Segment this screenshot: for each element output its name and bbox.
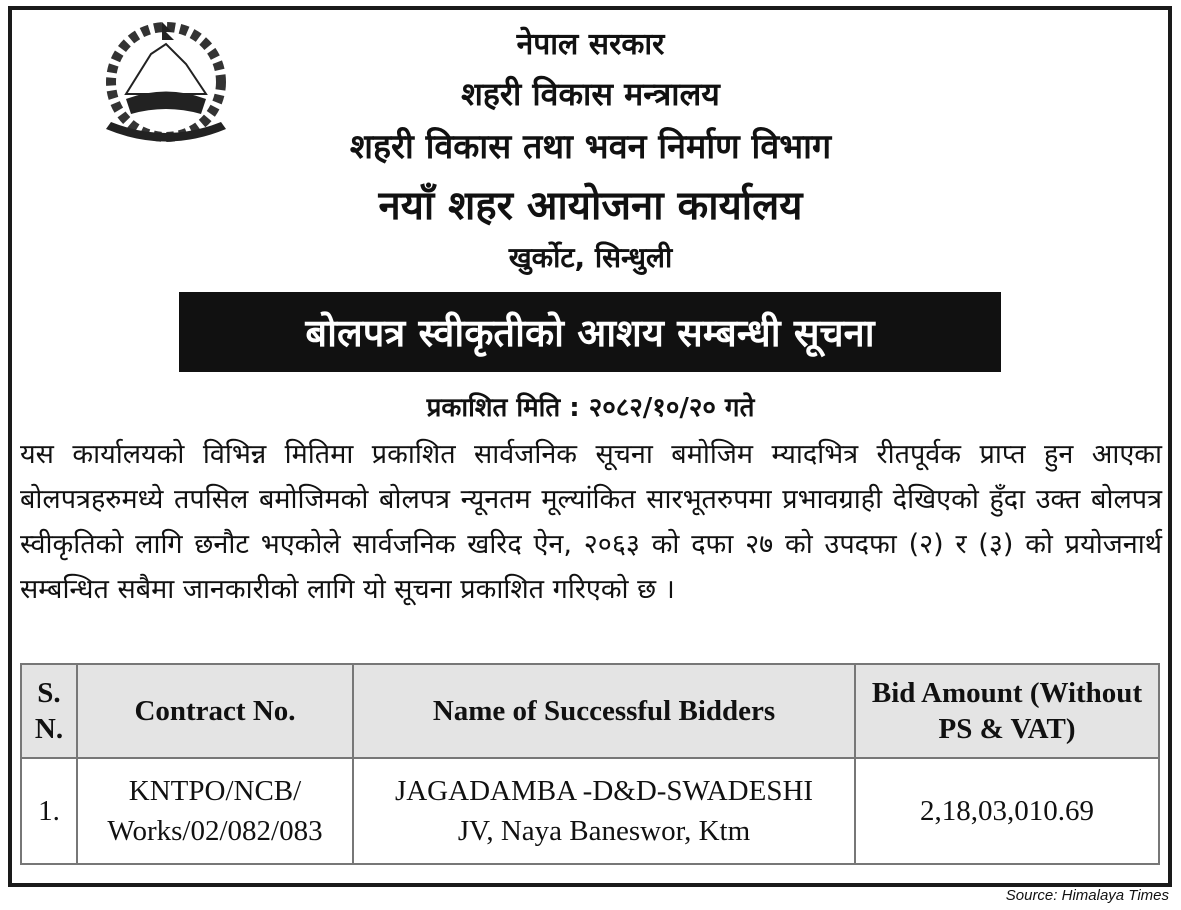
bidder-line-2: JV, Naya Baneswor, Ktm <box>457 815 751 847</box>
publish-date: प्रकाशित मिति : २०८२/१०/२० गते <box>426 393 755 423</box>
cell-contract-no <box>77 758 353 864</box>
header-bid-amount: Bid Amount (Without PS & VAT) <box>855 664 1159 758</box>
source-credit: Source: Himalaya Times <box>1005 887 1169 904</box>
notice-title-banner <box>179 292 1001 372</box>
header-line-government: नेपाल सरकार <box>516 27 665 62</box>
header-line-office: नयाँ शहर आयोजना कार्यालय <box>378 183 803 229</box>
header-contract-no: Contract No. <box>77 664 353 758</box>
cell-amount: 2,18,03,010.69 <box>855 758 1159 864</box>
header-line-location: खुर्कोट, सिन्धुली <box>508 241 673 274</box>
notice-body: यस कार्यालयको विभिन्न मितिमा प्रकाशित सार्वजनिक सूचना बमोजिम म्यादभित्र रीतपूर्वक प्राप्त हुन आएका बोलपत्रहरुमध्ये तपसिल बमोजिमको बोलपत्र न्यूनतम मूल्यांकित सारभूतरुपमा प्रभावग्राही देखिएको हुँदा उक्त बोलपत्र स्वीकृतिको लागि छनौट भएकोले सार्वजनिक खरिद ऐन, २०६३ को दफा २७ को उपदफा (२) र (३) को प्रयोजनार्थ सम्बन्धित सबैमा जानकारीको लागि यो सूचना प्रकाशित गरिएको छ । <box>20 439 1162 605</box>
header-bidder-name: Name of Successful Bidders <box>353 664 855 758</box>
header-sn: S. N. <box>21 664 77 758</box>
cell-sn: 1. <box>21 758 77 864</box>
header-line-ministry: शहरी विकास मन्त्रालय <box>461 75 720 113</box>
bidder-line-1: JAGADAMBA -D&D-SWADESHI <box>394 775 814 807</box>
table-header-row <box>21 664 1159 758</box>
notice-title: बोलपत्र स्वीकृतीको आशय सम्बन्धी सूचना <box>305 311 875 355</box>
table-row <box>21 758 1159 864</box>
contract-line-2: Works/02/082/083 <box>107 815 323 847</box>
bidders-table <box>20 663 1160 865</box>
cell-bidder <box>353 758 855 864</box>
contract-line-1: KNTPO/NCB/ <box>128 775 302 807</box>
header-line-department: शहरी विकास तथा भवन निर्माण विभाग <box>349 127 832 167</box>
